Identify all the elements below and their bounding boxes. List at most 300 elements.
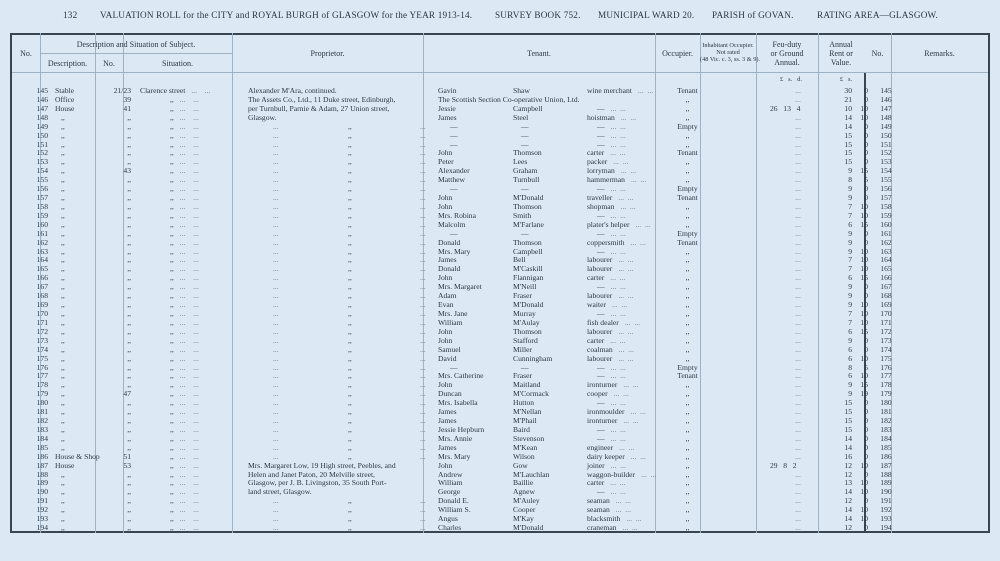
description: ,, [61, 317, 65, 327]
feu-duty: ... [795, 433, 801, 443]
tenant-surname: Shaw [513, 86, 530, 95]
street-number: ,, [127, 353, 131, 363]
tenant-first-name: Matthew [438, 175, 465, 185]
description: ,, [61, 219, 65, 229]
description: ,, [61, 300, 65, 310]
feu-duty: 26 13 4 [770, 103, 801, 113]
table-row [10, 496, 990, 505]
row-number-right: 185 [880, 442, 892, 452]
tenant-first-name: — [450, 121, 458, 131]
rent-shillings: 15 [860, 166, 868, 176]
col-remarks: Remarks. [924, 49, 955, 58]
description: ,, [61, 389, 65, 399]
description: ,, [61, 424, 65, 434]
street-number: 51 [123, 451, 131, 461]
dot-leader: ... ... [179, 460, 199, 470]
table-row [10, 211, 990, 220]
rent-shillings: 10 [860, 309, 868, 318]
feu-duty: ... [795, 451, 801, 461]
row-number-right: 155 [880, 175, 892, 185]
dot-leader: ... [273, 389, 279, 399]
dot-leader: ... [273, 228, 279, 238]
street-number: 47 [123, 389, 131, 399]
col-tenant: Tenant. [527, 49, 551, 58]
feu-duty: ... [795, 389, 801, 399]
tenant-occupation: cooper ... ... [587, 389, 629, 399]
dot-leader: ... ... [618, 326, 634, 336]
street-number: ,, [127, 300, 131, 310]
inhabitant-line-2: Not rated [716, 49, 740, 56]
rent-pounds: 10 [844, 103, 852, 113]
tenant-surname: Thomson [513, 148, 542, 158]
situation: ,, ... ... [170, 487, 199, 497]
tenant-first-name: Donald E. [438, 496, 469, 506]
row-number: 190 [36, 487, 48, 497]
table-row [10, 255, 990, 264]
dot-leader: ... [273, 130, 279, 140]
tenant-surname: — [521, 362, 529, 372]
proprietor-ditto: ,, [348, 282, 352, 292]
row-number-right: 171 [880, 317, 892, 327]
row-number-right: 177 [880, 371, 892, 381]
tenant-occupation: engineer ... ... [587, 442, 635, 452]
row-number: 165 [36, 264, 48, 274]
row-number-right: 190 [880, 487, 892, 497]
row-number-right: 162 [880, 237, 892, 247]
tenant-first-name: Peter [438, 157, 454, 167]
dot-leader: ... ... [610, 273, 626, 283]
street-number: ,, [127, 282, 131, 292]
description: ,, [61, 201, 65, 211]
dot-leader: ... [273, 371, 279, 381]
description: ,, [61, 442, 65, 452]
dot-leader: ... [420, 201, 426, 211]
proprietor-ditto: ,, [348, 389, 352, 399]
row-number: 150 [36, 130, 48, 140]
dot-leader: ... ... [610, 478, 626, 488]
tenant-first-name: John [438, 148, 453, 158]
description: ,, [61, 112, 65, 122]
occupier-status: ,, [685, 514, 690, 524]
row-number-right: 160 [880, 219, 892, 229]
rent-shillings: 10 [860, 514, 868, 524]
feu-duty: ... [795, 478, 801, 488]
feu-duty: ... [795, 380, 801, 390]
row-number: 173 [36, 335, 48, 345]
dot-leader: ... ... [179, 353, 199, 363]
proprietor: Helen and Janet Paton, 20 Melville street, [248, 469, 375, 479]
dot-leader: ... [273, 505, 279, 515]
rent-shillings: 0 [864, 157, 868, 167]
feu-line-2: or Ground [770, 49, 804, 58]
tenant-first-name: — [450, 130, 458, 140]
dot-leader: ... ... [641, 469, 657, 479]
dot-leader: ... [273, 201, 279, 211]
occupier-status: ,, [685, 416, 690, 426]
description: ,, [61, 523, 65, 533]
tenant-first-name: James [438, 407, 457, 417]
rent-pounds: 12 [844, 460, 852, 470]
row-number-right: 146 [880, 94, 892, 104]
rent-pounds: 6 [848, 371, 852, 381]
proprietor-ditto: ,, [348, 335, 352, 345]
street-number: ,, [127, 237, 131, 247]
situation: ,, ... ... [170, 433, 199, 443]
tenant-first-name: — [450, 362, 458, 372]
tenant-occupation: — ... ... [597, 282, 626, 292]
dot-leader: ... ... [179, 442, 199, 452]
feu-duty: ... [795, 86, 801, 95]
rent-pounds: 9 [848, 335, 852, 345]
table-row [10, 140, 990, 149]
dot-leader: ... ... [610, 184, 626, 194]
feu-duty: ... [795, 139, 801, 149]
tenant-occupation: plater's helper ... ... [587, 219, 651, 229]
street-number: ,, [127, 416, 131, 426]
dot-leader: ... [420, 424, 426, 434]
feu-duty: ... [795, 246, 801, 256]
rent-shillings: 0 [864, 344, 868, 354]
description: ,, [61, 496, 65, 506]
row-number-right: 159 [880, 210, 892, 220]
row-number: 182 [36, 416, 48, 426]
rent-shillings: 5 [864, 362, 868, 372]
row-number: 147 [36, 103, 48, 113]
dot-leader: ... ... [619, 442, 635, 452]
rent-pounds: 7 [848, 255, 852, 265]
tenant-first-name: John [438, 201, 453, 211]
situation: ,, ... ... [170, 175, 199, 185]
dot-leader: ... ... [179, 451, 199, 461]
col-annual-rent [818, 40, 864, 67]
rent-shillings: 19 [860, 389, 868, 399]
tenant-surname: Fraser [513, 291, 532, 301]
tenant-surname: M'Lauchlan [513, 469, 550, 479]
tenant-surname: Baird [513, 424, 530, 434]
row-number: 146 [36, 94, 48, 104]
dot-leader: ... [420, 121, 426, 131]
rent-shillings: 0 [864, 523, 868, 533]
description: ,, [61, 264, 65, 274]
row-number-right: 169 [880, 300, 892, 310]
tenant-occupation: packer ... ... [587, 157, 629, 167]
tenant-occupation: carter ... ... [587, 148, 626, 158]
dot-leader: ... ... [179, 326, 199, 336]
dot-leader: ... [273, 237, 279, 247]
occupier-status: Empty [677, 228, 698, 238]
dot-leader: ... [420, 523, 426, 533]
dot-leader: ... ... [610, 139, 626, 149]
dot-leader: ... [420, 335, 426, 345]
tenant-surname: M'Kean [513, 442, 538, 452]
dot-leader: ... ... [179, 201, 199, 211]
proprietor-ditto: ,, [348, 139, 352, 149]
occupier-status: ,, [685, 496, 690, 506]
situation: ,, ... ... [170, 121, 199, 131]
table-row [10, 425, 990, 434]
rent-pounds: 6 [848, 326, 852, 336]
street-number: ,, [127, 130, 131, 140]
tenant-occupation: carter ... ... [587, 478, 626, 488]
description: ,, [61, 237, 65, 247]
occupier-status: ,, [685, 344, 690, 354]
description: ,, [61, 478, 65, 488]
tenant-first-name: Duncan [438, 389, 462, 399]
feu-duty: ... [795, 398, 801, 408]
street-number: ,, [127, 175, 131, 185]
dot-leader: ... ... [179, 130, 199, 140]
table-row [10, 443, 990, 452]
rent-shillings: 0 [864, 121, 868, 131]
feu-duty: ... [795, 523, 801, 533]
col-no-right: No. [871, 49, 884, 58]
row-number-right: 164 [880, 255, 892, 265]
tenant-surname: Thomson [513, 326, 542, 336]
street-number: ,, [127, 139, 131, 149]
occupier-status: Empty [677, 184, 698, 194]
dot-leader: ... [273, 210, 279, 220]
situation: ,, ... ... [170, 523, 199, 533]
row-number-right: 182 [880, 416, 892, 426]
row-number-right: 168 [880, 291, 892, 301]
feu-duty: ... [795, 416, 801, 426]
row-number: 185 [36, 442, 48, 452]
rent-pounds: 13 [844, 478, 852, 488]
row-number-right: 180 [880, 398, 892, 408]
situation: ,, ... ... [170, 416, 199, 426]
dot-leader: ... [420, 237, 426, 247]
dot-leader: ... [273, 407, 279, 417]
dot-leader: ... [273, 433, 279, 443]
row-number-right: 147 [880, 103, 892, 113]
rent-pounds: 6 [848, 344, 852, 354]
rent-shillings: 0 [864, 291, 868, 301]
rent-line-2: Rent or [829, 49, 853, 58]
tenant-occupation: — ... ... [597, 309, 626, 318]
dot-leader: ... ... [179, 237, 199, 247]
dot-leader: ... ... [179, 282, 199, 292]
rent-shillings: 10 [860, 317, 868, 327]
row-number-right: 156 [880, 184, 892, 194]
description: ,, [61, 371, 65, 381]
tenant-occupation: coppersmith ... ... [587, 237, 646, 247]
tenant-occupation: labourer ... ... [587, 255, 634, 265]
row-number-right: 175 [880, 353, 892, 363]
tenant-surname: M'Farlane [513, 219, 544, 229]
row-number: 179 [36, 389, 48, 399]
row-number-right: 178 [880, 380, 892, 390]
situation: Clarence street ... ... [140, 86, 211, 95]
situation: ,, ... ... [170, 246, 199, 256]
row-number: 148 [36, 112, 48, 122]
tenant-occupation: craneman ... ... [587, 523, 638, 533]
feu-duty: ... [795, 309, 801, 318]
situation: ,, ... ... [170, 237, 199, 247]
table-row [10, 398, 990, 407]
row-number-right: 188 [880, 469, 892, 479]
proprietor-ditto: ,, [348, 523, 352, 533]
feu-duty: ... [795, 371, 801, 381]
description: ,, [61, 326, 65, 336]
proprietor: Mrs. Margaret Low, 19 High street, Peebles, and [248, 460, 396, 470]
proprietor-ditto: ,, [348, 246, 352, 256]
description: ,, [61, 157, 65, 167]
dot-leader: ... ... [179, 371, 199, 381]
occupier-status: Empty [677, 362, 698, 372]
row-number-right: 179 [880, 389, 892, 399]
occupier-status: ,, [685, 112, 690, 122]
rent-shillings: 0 [864, 193, 868, 203]
tenant-first-name: William S. [438, 505, 471, 515]
table-row [10, 86, 990, 95]
dot-leader: ... ... [610, 460, 626, 470]
tenant-surname: M'Donald [513, 523, 544, 533]
dot-leader: ... ... [179, 291, 199, 301]
dot-leader: ... [273, 300, 279, 310]
table-row [10, 318, 990, 327]
description: ,, [61, 407, 65, 417]
proprietor-ditto: ,, [348, 353, 352, 363]
dot-leader: ... [420, 505, 426, 515]
rent-shillings: 10 [860, 103, 868, 113]
proprietor-ditto: ,, [348, 424, 352, 434]
street-number: ,, [127, 433, 131, 443]
tenant-surname: Graham [513, 166, 538, 176]
situation: ,, ... ... [170, 371, 199, 381]
dot-leader: ... [420, 514, 426, 524]
rent-pounds: 9 [848, 166, 852, 176]
row-number-right: 150 [880, 130, 892, 140]
tenant-surname: Bell [513, 255, 526, 265]
rent-pounds: 12 [844, 523, 852, 533]
occupier-status: ,, [685, 291, 690, 301]
row-number: 160 [36, 219, 48, 229]
tenant-occupation: labourer ... ... [587, 353, 634, 363]
tenant-occupation: fish dealer ... ... [587, 317, 641, 327]
table-row [10, 166, 990, 175]
street-number: ,, [127, 371, 131, 381]
dot-leader: ... [420, 496, 426, 506]
situation: ,, ... ... [170, 451, 199, 461]
table-row [10, 300, 990, 309]
table-row [10, 523, 990, 532]
situation: ,, ... ... [170, 193, 199, 203]
dot-leader: ... ... [179, 523, 199, 533]
rent-shillings: 5 [864, 175, 868, 185]
dot-leader: ... [420, 193, 426, 203]
dot-leader: ... ... [610, 103, 626, 113]
rent-pounds: 14 [844, 505, 852, 515]
street-number: 43 [123, 166, 131, 176]
proprietor-ditto: ,, [348, 326, 352, 336]
rent-shillings: 10 [860, 353, 868, 363]
situation: ,, ... ... [170, 398, 199, 408]
table-row [10, 122, 990, 131]
feu-duty: ... [795, 157, 801, 167]
proprietor: The Assets Co., Ltd., 11 Duke street, Edinburgh, [248, 94, 396, 104]
dot-leader: ... [420, 184, 426, 194]
row-number-right: 167 [880, 282, 892, 292]
dot-leader: ... ... [610, 362, 626, 372]
dot-leader: ... ... [179, 424, 199, 434]
tenant-first-name: Mrs. Annie [438, 433, 473, 443]
proprietor-ditto: ,, [348, 121, 352, 131]
table-row [10, 309, 990, 318]
feu-duty: ... [795, 407, 801, 417]
situation: ,, ... ... [170, 112, 199, 122]
tenant-first-name: William [438, 317, 463, 327]
street-number: ,, [127, 344, 131, 354]
dot-leader: ... [420, 282, 426, 292]
tenant-surname: Turnbull [513, 175, 540, 185]
proprietor-ditto: ,, [348, 514, 352, 524]
situation: ,, ... ... [170, 353, 199, 363]
dot-leader: ... [420, 353, 426, 363]
tenant-surname: Agnew [513, 487, 535, 497]
dot-leader: ... ... [179, 210, 199, 220]
dot-leader: ... [420, 433, 426, 443]
row-number-right: 184 [880, 433, 892, 443]
table-row [10, 95, 990, 104]
street-number: 39 [123, 94, 131, 104]
situation: ,, ... ... [170, 103, 199, 113]
description: ,, [61, 335, 65, 345]
dot-leader: ... ... [610, 282, 626, 292]
row-number-right: 187 [880, 460, 892, 470]
row-number: 177 [36, 371, 48, 381]
rent-pounds: 15 [844, 424, 852, 434]
situation: ,, ... ... [170, 460, 199, 470]
tenant-occupation: coalman ... ... [587, 344, 634, 354]
row-number: 188 [36, 469, 48, 479]
rent-units: £ s. [839, 76, 853, 83]
description: ,, [61, 130, 65, 140]
row-number: 175 [36, 353, 48, 363]
rent-pounds: 14 [844, 514, 852, 524]
tenant-surname: Cooper [513, 505, 536, 515]
feu-duty: ... [795, 264, 801, 274]
rating-area: RATING AREA—GLASGOW. [817, 10, 939, 20]
tenant-surname: M'Phail [513, 416, 537, 426]
dot-leader: ... [273, 335, 279, 345]
situation: ,, ... ... [170, 228, 199, 238]
row-number: 170 [36, 309, 48, 318]
proprietor-ditto: ,, [348, 416, 352, 426]
tenant-occupation: waggon-builder ... ... [587, 469, 657, 479]
table-row [10, 238, 990, 247]
feu-duty: ... [795, 514, 801, 524]
dot-leader: ... [273, 246, 279, 256]
rent-pounds: 6 [848, 273, 852, 283]
row-number: 174 [36, 344, 48, 354]
tenant-occupation: ironturner ... ... [587, 380, 639, 390]
dot-leader: ... ... [179, 380, 199, 390]
feu-duty: ... [795, 282, 801, 292]
dot-leader: ... ... [618, 193, 634, 203]
rent-pounds: 15 [844, 157, 852, 167]
feu-duty: ... [795, 326, 801, 336]
row-number: 155 [36, 175, 48, 185]
street-number: ,, [127, 398, 131, 408]
tenant-surname: Stevenson [513, 433, 545, 443]
col-occupier: Occupier. [662, 49, 693, 58]
street-number: ,, [127, 478, 131, 488]
feu-duty: ... [795, 273, 801, 283]
row-number-right: 170 [880, 309, 892, 318]
tenant-first-name: James [438, 442, 457, 452]
rent-pounds: 8 [848, 175, 852, 185]
tenant-first-name: John [438, 193, 453, 203]
